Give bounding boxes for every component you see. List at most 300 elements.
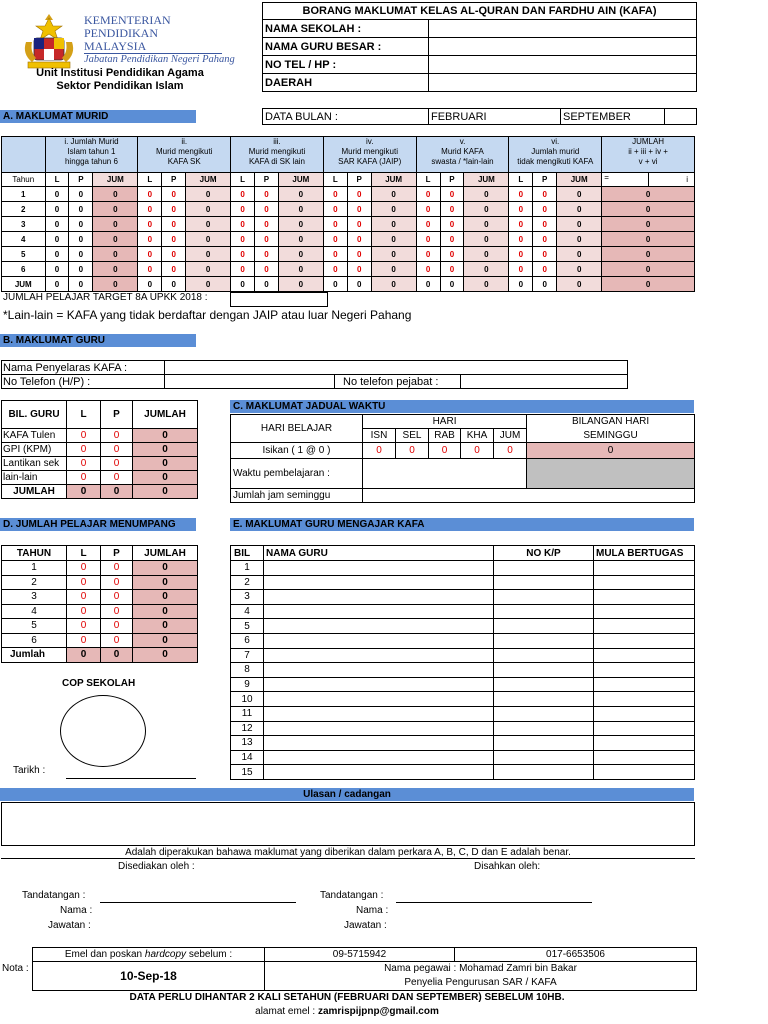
guru-row bbox=[231, 736, 695, 751]
murid-jum-cell: 0 bbox=[278, 277, 323, 292]
lain-lain-note: *Lain-lain = KAFA yang tidak berdaftar dengan JAIP atau luar Negeri Pahang bbox=[3, 308, 412, 322]
murid-l-cell[interactable]: 0 bbox=[231, 217, 255, 232]
murid-jum-cell: 0 bbox=[186, 247, 231, 262]
murid-jum-cell: 0 bbox=[93, 202, 138, 217]
ulasan-title: Ulasan / cadangan bbox=[0, 788, 694, 801]
murid-l-cell[interactable]: 0 bbox=[231, 262, 255, 277]
guru-mula-field[interactable] bbox=[594, 590, 695, 605]
murid-jum-cell: 0 bbox=[278, 232, 323, 247]
group-header-line: hingga tahun 6 bbox=[64, 157, 118, 166]
murid-p-cell[interactable]: 0 bbox=[440, 202, 464, 217]
group-header-line: v. bbox=[459, 137, 466, 146]
bil-guru-row bbox=[2, 429, 198, 443]
murid-p-cell[interactable]: 0 bbox=[162, 262, 186, 277]
sub-header-p: P bbox=[69, 173, 93, 187]
email-address[interactable]: zamrispijpnp@gmail.com bbox=[317, 1006, 439, 1017]
guru-nama-field[interactable] bbox=[264, 633, 494, 648]
bil-guru-l[interactable]: 0 bbox=[67, 457, 101, 471]
murid-l-cell: 0 bbox=[45, 262, 69, 277]
school-info-table bbox=[262, 2, 697, 92]
bil-guru-l[interactable]: 0 bbox=[67, 471, 101, 485]
guru-mula-field[interactable] bbox=[594, 736, 695, 751]
jam-label: Jumlah jam seminggu bbox=[231, 489, 363, 503]
murid-l-cell[interactable]: 0 bbox=[416, 217, 440, 232]
group-header-kafa-sk-lain bbox=[231, 137, 324, 173]
guru-nama-field[interactable] bbox=[264, 721, 494, 736]
emel-label bbox=[33, 948, 265, 962]
murid-l-cell[interactable]: 0 bbox=[509, 232, 533, 247]
submission-notice: DATA PERLU DIHANTAR 2 KALI SETAHUN (FEBRUARI DAN SEPTEMBER) SEBELUM 10HB. bbox=[129, 992, 565, 1003]
tahun-label: 1 bbox=[2, 187, 46, 202]
menumpang-l[interactable]: 0 bbox=[67, 575, 101, 590]
menumpang-l[interactable]: 0 bbox=[67, 619, 101, 634]
guru-bil: 4 bbox=[231, 604, 264, 619]
ministry-logo bbox=[20, 12, 78, 72]
murid-p-cell[interactable]: 0 bbox=[347, 202, 371, 217]
menumpang-row bbox=[2, 590, 198, 605]
bil-guru-row bbox=[2, 457, 198, 471]
menumpang-header-row bbox=[2, 546, 198, 561]
guru-bil: 13 bbox=[231, 736, 264, 751]
tarikh-label: Tarikh : bbox=[13, 765, 46, 776]
menumpang-l[interactable]: 0 bbox=[67, 633, 101, 648]
guru-mula-field[interactable] bbox=[594, 677, 695, 692]
murid-p-cell[interactable]: 0 bbox=[255, 247, 279, 262]
murid-l-cell[interactable]: 0 bbox=[323, 247, 347, 262]
guru-row bbox=[231, 619, 695, 634]
murid-l-cell[interactable]: 0 bbox=[416, 232, 440, 247]
group-header-line: vi. bbox=[551, 137, 560, 146]
murid-p-cell: 0 bbox=[440, 277, 464, 292]
menumpang-jumlah: 0 bbox=[133, 648, 198, 663]
murid-p-cell[interactable]: 0 bbox=[347, 217, 371, 232]
guru-bil: 1 bbox=[231, 561, 264, 576]
murid-jum-cell: 0 bbox=[557, 232, 602, 247]
murid-l-cell[interactable]: 0 bbox=[231, 247, 255, 262]
nama-guru-besar-field[interactable] bbox=[429, 38, 697, 56]
nama-sekolah-field[interactable] bbox=[429, 20, 697, 38]
deadline-date: 10-Sep-18 bbox=[33, 962, 265, 991]
menumpang-row bbox=[2, 648, 198, 663]
murid-row bbox=[2, 277, 695, 292]
murid-p-cell[interactable]: 0 bbox=[162, 217, 186, 232]
guru-mula-field[interactable] bbox=[594, 750, 695, 765]
guru-mula-field[interactable] bbox=[594, 721, 695, 736]
tahun-label: 4 bbox=[2, 232, 46, 247]
guru-nama-field[interactable] bbox=[264, 590, 494, 605]
murid-p-cell[interactable]: 0 bbox=[255, 202, 279, 217]
bil-guru-p: 0 bbox=[101, 485, 133, 499]
murid-l-cell[interactable]: 0 bbox=[231, 232, 255, 247]
group-header-line: SAR KAFA (JAIP) bbox=[338, 157, 402, 166]
murid-jum-cell: 0 bbox=[464, 262, 509, 277]
jumlah-header-line: JUMLAH bbox=[632, 137, 665, 146]
guru-kp-field[interactable] bbox=[494, 692, 594, 707]
menumpang-header: L bbox=[67, 546, 101, 561]
guru-kp-field[interactable] bbox=[494, 706, 594, 721]
murid-p-cell: 0 bbox=[69, 232, 93, 247]
jam-field[interactable] bbox=[363, 489, 695, 503]
emel-label-pre: Emel dan poskan bbox=[64, 949, 143, 960]
menumpang-tahun: 2 bbox=[2, 575, 67, 590]
daerah-label: DAERAH bbox=[263, 74, 429, 92]
murid-jum-cell: 0 bbox=[464, 232, 509, 247]
tandatangan-line-right[interactable] bbox=[396, 902, 592, 903]
no-tel-label: NO TEL / HP : bbox=[263, 56, 429, 74]
murid-p-cell[interactable]: 0 bbox=[533, 187, 557, 202]
menumpang-l[interactable]: 0 bbox=[67, 561, 101, 576]
bil-guru-p[interactable]: 0 bbox=[101, 471, 133, 485]
murid-p-cell[interactable]: 0 bbox=[162, 232, 186, 247]
jumlah-header-line: ii + iii + iv + bbox=[628, 147, 668, 156]
guru-kp-field[interactable] bbox=[494, 765, 594, 780]
sub-header-l: L bbox=[138, 173, 162, 187]
sub-header-jum: JUM bbox=[371, 173, 416, 187]
murid-jum-cell: 0 bbox=[371, 247, 416, 262]
guru-kp-field[interactable] bbox=[494, 721, 594, 736]
murid-p-cell[interactable]: 0 bbox=[440, 262, 464, 277]
guru-bil: 15 bbox=[231, 765, 264, 780]
murid-p-cell: 0 bbox=[162, 277, 186, 292]
waktu-field[interactable] bbox=[363, 459, 527, 489]
guru-mula-field[interactable] bbox=[594, 619, 695, 634]
bil-guru-label: JUMLAH bbox=[2, 485, 67, 499]
murid-l-cell[interactable]: 0 bbox=[323, 232, 347, 247]
murid-l-cell[interactable]: 0 bbox=[416, 187, 440, 202]
bil-guru-label: lain-lain bbox=[2, 471, 67, 485]
guru-mula-field[interactable] bbox=[594, 706, 695, 721]
group-header-line: swasta / *lain-lain bbox=[431, 157, 494, 166]
guru-kp-field[interactable] bbox=[494, 750, 594, 765]
bil-guru-l: 0 bbox=[67, 485, 101, 499]
guru-mula-field[interactable] bbox=[594, 575, 695, 590]
sub-header-jum: JUM bbox=[464, 173, 509, 187]
cop-sekolah-stamp-area[interactable] bbox=[60, 695, 146, 767]
month-checkbox[interactable] bbox=[665, 109, 697, 125]
menumpang-header: P bbox=[101, 546, 133, 561]
pejabat-field[interactable] bbox=[461, 375, 628, 389]
murid-p-cell[interactable]: 0 bbox=[440, 232, 464, 247]
menumpang-tahun: 1 bbox=[2, 561, 67, 576]
guru-mula-field[interactable] bbox=[594, 633, 695, 648]
guru-row bbox=[231, 633, 695, 648]
i-header: i bbox=[648, 173, 694, 187]
murid-jum-cell: 0 bbox=[371, 277, 416, 292]
group-header-line: Murid mengikuti bbox=[341, 147, 398, 156]
murid-l-cell: 0 bbox=[45, 277, 69, 292]
no-tel-field[interactable] bbox=[429, 56, 697, 74]
murid-l-cell[interactable]: 0 bbox=[323, 262, 347, 277]
data-bulan-table bbox=[262, 108, 697, 125]
murid-p-cell[interactable]: 0 bbox=[533, 217, 557, 232]
group-header-line: Murid mengikuti bbox=[248, 147, 306, 156]
guru-bil: 11 bbox=[231, 706, 264, 721]
murid-p-cell[interactable]: 0 bbox=[162, 187, 186, 202]
murid-l-cell[interactable]: 0 bbox=[138, 217, 162, 232]
murid-jum-cell: 0 bbox=[557, 262, 602, 277]
murid-jum-cell: 0 bbox=[93, 217, 138, 232]
cop-sekolah-label: COP SEKOLAH bbox=[62, 678, 136, 689]
guru-nama-field[interactable] bbox=[264, 663, 494, 678]
murid-l-cell[interactable]: 0 bbox=[138, 262, 162, 277]
guru-kp-field[interactable] bbox=[494, 633, 594, 648]
menumpang-header: TAHUN bbox=[2, 546, 67, 561]
form-title: BORANG MAKLUMAT KELAS AL-QURAN DAN FARDHU AIN (KAFA) bbox=[263, 3, 697, 20]
guru-mula-field[interactable] bbox=[594, 765, 695, 780]
pejabat-label: No telefon pejabat : bbox=[335, 375, 461, 389]
guru-mengajar-table bbox=[230, 545, 695, 780]
menumpang-p[interactable]: 0 bbox=[101, 604, 133, 619]
murid-p-cell[interactable]: 0 bbox=[347, 187, 371, 202]
murid-jum-cell: 0 bbox=[371, 202, 416, 217]
jawatan-label-right: Jawatan : bbox=[344, 920, 387, 931]
murid-p-cell[interactable]: 0 bbox=[255, 217, 279, 232]
phone-mobile: 017-6653506 bbox=[455, 948, 697, 962]
tahun-label: 5 bbox=[2, 247, 46, 262]
hari-belajar-label: HARI BELAJAR bbox=[231, 415, 363, 443]
murid-l-cell: 0 bbox=[323, 277, 347, 292]
murid-group-header-row bbox=[2, 137, 695, 173]
murid-p-cell[interactable]: 0 bbox=[347, 247, 371, 262]
murid-jum-cell: 0 bbox=[186, 217, 231, 232]
isikan-jum[interactable]: 0 bbox=[494, 443, 527, 459]
murid-jum-cell: 0 bbox=[557, 217, 602, 232]
guru-mula-field[interactable] bbox=[594, 604, 695, 619]
murid-total-cell: 0 bbox=[602, 247, 695, 262]
guru-nama-field[interactable] bbox=[264, 750, 494, 765]
murid-l-cell[interactable]: 0 bbox=[509, 217, 533, 232]
murid-p-cell[interactable]: 0 bbox=[440, 187, 464, 202]
guru-mula-field[interactable] bbox=[594, 648, 695, 663]
group-header-line: i. Jumlah Murid bbox=[64, 137, 119, 146]
menumpang-l[interactable]: 0 bbox=[67, 604, 101, 619]
murid-l-cell[interactable]: 0 bbox=[138, 202, 162, 217]
group-header-line: Murid KAFA bbox=[441, 147, 484, 156]
menumpang-row bbox=[2, 619, 198, 634]
murid-p-cell[interactable]: 0 bbox=[347, 232, 371, 247]
guru-kp-field[interactable] bbox=[494, 604, 594, 619]
murid-p-cell[interactable]: 0 bbox=[533, 232, 557, 247]
guru-bil: 6 bbox=[231, 633, 264, 648]
murid-jum-cell: 0 bbox=[371, 232, 416, 247]
bil-guru-p[interactable]: 0 bbox=[101, 443, 133, 457]
guru-row bbox=[231, 677, 695, 692]
murid-jum-cell: 0 bbox=[278, 202, 323, 217]
murid-l-cell[interactable]: 0 bbox=[509, 247, 533, 262]
menumpang-p[interactable]: 0 bbox=[101, 590, 133, 605]
guru-nama-field[interactable] bbox=[264, 619, 494, 634]
murid-l-cell[interactable]: 0 bbox=[231, 202, 255, 217]
murid-jum-cell: 0 bbox=[93, 262, 138, 277]
guru-kp-field[interactable] bbox=[494, 736, 594, 751]
menumpang-p[interactable]: 0 bbox=[101, 561, 133, 576]
penyelaras-field[interactable] bbox=[165, 361, 628, 375]
murid-p-cell[interactable]: 0 bbox=[162, 247, 186, 262]
guru-nama-field[interactable] bbox=[264, 765, 494, 780]
sub-header-jum: JUM bbox=[93, 173, 138, 187]
guru-nama-field[interactable] bbox=[264, 561, 494, 576]
murid-p-cell[interactable]: 0 bbox=[255, 262, 279, 277]
guru-mula-field[interactable] bbox=[594, 692, 695, 707]
murid-jum-cell: 0 bbox=[464, 217, 509, 232]
group-header-line: iv. bbox=[366, 137, 374, 146]
murid-l-cell[interactable]: 0 bbox=[323, 217, 347, 232]
menumpang-p[interactable]: 0 bbox=[101, 619, 133, 634]
menumpang-row bbox=[2, 633, 198, 648]
section-b-title: B. MAKLUMAT GURU bbox=[0, 334, 196, 347]
telefon-field[interactable] bbox=[165, 375, 335, 389]
menumpang-tahun: Jumlah bbox=[2, 648, 67, 663]
murid-l-cell[interactable]: 0 bbox=[138, 187, 162, 202]
bil-guru-l[interactable]: 0 bbox=[67, 429, 101, 443]
guru-nama-field[interactable] bbox=[264, 648, 494, 663]
jumlah-group-header bbox=[602, 137, 695, 173]
tahun-label: 2 bbox=[2, 202, 46, 217]
menumpang-l[interactable]: 0 bbox=[67, 590, 101, 605]
sub-header-l: L bbox=[509, 173, 533, 187]
guru-nama-field[interactable] bbox=[264, 604, 494, 619]
murid-p-cell[interactable]: 0 bbox=[255, 232, 279, 247]
tandatangan-line-left[interactable] bbox=[100, 902, 296, 903]
menumpang-l: 0 bbox=[67, 648, 101, 663]
guru-mula-field[interactable] bbox=[594, 663, 695, 678]
murid-l-cell[interactable]: 0 bbox=[416, 247, 440, 262]
isikan-kha[interactable]: 0 bbox=[461, 443, 494, 459]
murid-row bbox=[2, 262, 695, 277]
guru-nama-field[interactable] bbox=[264, 706, 494, 721]
guru-nama-field[interactable] bbox=[264, 677, 494, 692]
murid-p-cell: 0 bbox=[69, 187, 93, 202]
murid-l-cell[interactable]: 0 bbox=[416, 202, 440, 217]
murid-jum-cell: 0 bbox=[278, 247, 323, 262]
murid-l-cell: 0 bbox=[45, 217, 69, 232]
ulasan-field[interactable] bbox=[1, 802, 695, 846]
murid-p-cell[interactable]: 0 bbox=[533, 262, 557, 277]
guru-bil: 9 bbox=[231, 677, 264, 692]
isikan-label: Isikan ( 1 @ 0 ) bbox=[231, 443, 363, 459]
guru-kp-field[interactable] bbox=[494, 561, 594, 576]
guru-nama-field[interactable] bbox=[264, 575, 494, 590]
bil-guru-header: P bbox=[101, 401, 133, 429]
bil-guru-jumlah: 0 bbox=[133, 471, 198, 485]
guru-row bbox=[231, 590, 695, 605]
guru-row bbox=[231, 706, 695, 721]
murid-jum-cell: 0 bbox=[464, 202, 509, 217]
murid-l-cell[interactable]: 0 bbox=[323, 187, 347, 202]
murid-p-cell[interactable]: 0 bbox=[347, 262, 371, 277]
hari-label: HARI bbox=[363, 415, 527, 429]
murid-l-cell[interactable]: 0 bbox=[138, 247, 162, 262]
month-februari[interactable]: FEBRUARI bbox=[429, 109, 561, 125]
sub-header-l: L bbox=[231, 173, 255, 187]
bil-guru-table bbox=[1, 400, 198, 499]
bil-guru-jumlah: 0 bbox=[133, 443, 198, 457]
bil-guru-header: JUMLAH bbox=[133, 401, 198, 429]
murid-jum-cell: 0 bbox=[371, 217, 416, 232]
guru-kp-field[interactable] bbox=[494, 648, 594, 663]
penyelaras-label: Nama Penyelaras KAFA : bbox=[2, 361, 165, 375]
guru-kp-field[interactable] bbox=[494, 677, 594, 692]
isikan-rab[interactable]: 0 bbox=[429, 443, 461, 459]
month-september[interactable]: SEPTEMBER bbox=[561, 109, 665, 125]
target-field[interactable] bbox=[230, 292, 328, 307]
tahun-header-spacer bbox=[2, 137, 46, 173]
guru-header: NO K/P bbox=[494, 546, 594, 561]
murid-p-cell[interactable]: 0 bbox=[255, 187, 279, 202]
group-header-line: KAFA SK bbox=[167, 157, 201, 166]
bil-guru-p[interactable]: 0 bbox=[101, 457, 133, 471]
daerah-field[interactable] bbox=[429, 74, 697, 92]
guru-kp-field[interactable] bbox=[494, 619, 594, 634]
murid-p-cell[interactable]: 0 bbox=[440, 247, 464, 262]
data-bulan-label: DATA BULAN : bbox=[263, 109, 429, 125]
emel-label-italic: hardcopy bbox=[144, 949, 187, 960]
guru-row bbox=[231, 721, 695, 736]
group-header-sar-kafa-jaip bbox=[323, 137, 416, 173]
isikan-sel[interactable]: 0 bbox=[396, 443, 429, 459]
guru-mula-field[interactable] bbox=[594, 561, 695, 576]
guru-nama-field[interactable] bbox=[264, 692, 494, 707]
murid-l-cell[interactable]: 0 bbox=[509, 187, 533, 202]
tahun-header: Tahun bbox=[2, 173, 46, 187]
group-header-line: iii. bbox=[273, 137, 281, 146]
murid-p-cell[interactable]: 0 bbox=[440, 217, 464, 232]
menumpang-jumlah: 0 bbox=[133, 575, 198, 590]
guru-kp-field[interactable] bbox=[494, 663, 594, 678]
tarikh-line[interactable] bbox=[66, 778, 196, 779]
ministry-name-line2: PENDIDIKAN bbox=[84, 26, 158, 40]
menumpang-row bbox=[2, 561, 198, 576]
bil-guru-l[interactable]: 0 bbox=[67, 443, 101, 457]
guru-nama-field[interactable] bbox=[264, 736, 494, 751]
jawatan-label-left: Jawatan : bbox=[48, 920, 91, 931]
menumpang-header: JUMLAH bbox=[133, 546, 198, 561]
murid-l-cell[interactable]: 0 bbox=[323, 202, 347, 217]
murid-jum-cell: 0 bbox=[557, 202, 602, 217]
bil-guru-header: L bbox=[67, 401, 101, 429]
murid-l-cell: 0 bbox=[45, 247, 69, 262]
murid-l-cell[interactable]: 0 bbox=[231, 187, 255, 202]
murid-l-cell: 0 bbox=[138, 277, 162, 292]
murid-l-cell[interactable]: 0 bbox=[509, 262, 533, 277]
bil-guru-p[interactable]: 0 bbox=[101, 429, 133, 443]
sub-header-p: P bbox=[347, 173, 371, 187]
murid-p-cell[interactable]: 0 bbox=[533, 247, 557, 262]
murid-l-cell[interactable]: 0 bbox=[509, 202, 533, 217]
murid-p-cell[interactable]: 0 bbox=[162, 202, 186, 217]
murid-jum-cell: 0 bbox=[557, 247, 602, 262]
menumpang-row bbox=[2, 604, 198, 619]
section-e-title: E. MAKLUMAT GURU MENGAJAR KAFA bbox=[230, 518, 694, 531]
menumpang-jumlah: 0 bbox=[133, 561, 198, 576]
isikan-isn[interactable]: 0 bbox=[363, 443, 396, 459]
murid-p-cell[interactable]: 0 bbox=[533, 202, 557, 217]
murid-l-cell[interactable]: 0 bbox=[138, 232, 162, 247]
guru-kp-field[interactable] bbox=[494, 575, 594, 590]
tandatangan-label-left: Tandatangan : bbox=[22, 890, 86, 901]
telefon-label: No Telefon (H/P) : bbox=[2, 375, 165, 389]
disediakan-label: Disediakan oleh : bbox=[118, 861, 195, 872]
bil-guru-jumlah: 0 bbox=[133, 457, 198, 471]
menumpang-p[interactable]: 0 bbox=[101, 633, 133, 648]
menumpang-p[interactable]: 0 bbox=[101, 575, 133, 590]
murid-row bbox=[2, 217, 695, 232]
murid-l-cell[interactable]: 0 bbox=[416, 262, 440, 277]
menumpang-jumlah: 0 bbox=[133, 590, 198, 605]
day-kha: KHA bbox=[461, 429, 494, 443]
guru-kp-field[interactable] bbox=[494, 590, 594, 605]
tahun-label: JUM bbox=[2, 277, 46, 292]
